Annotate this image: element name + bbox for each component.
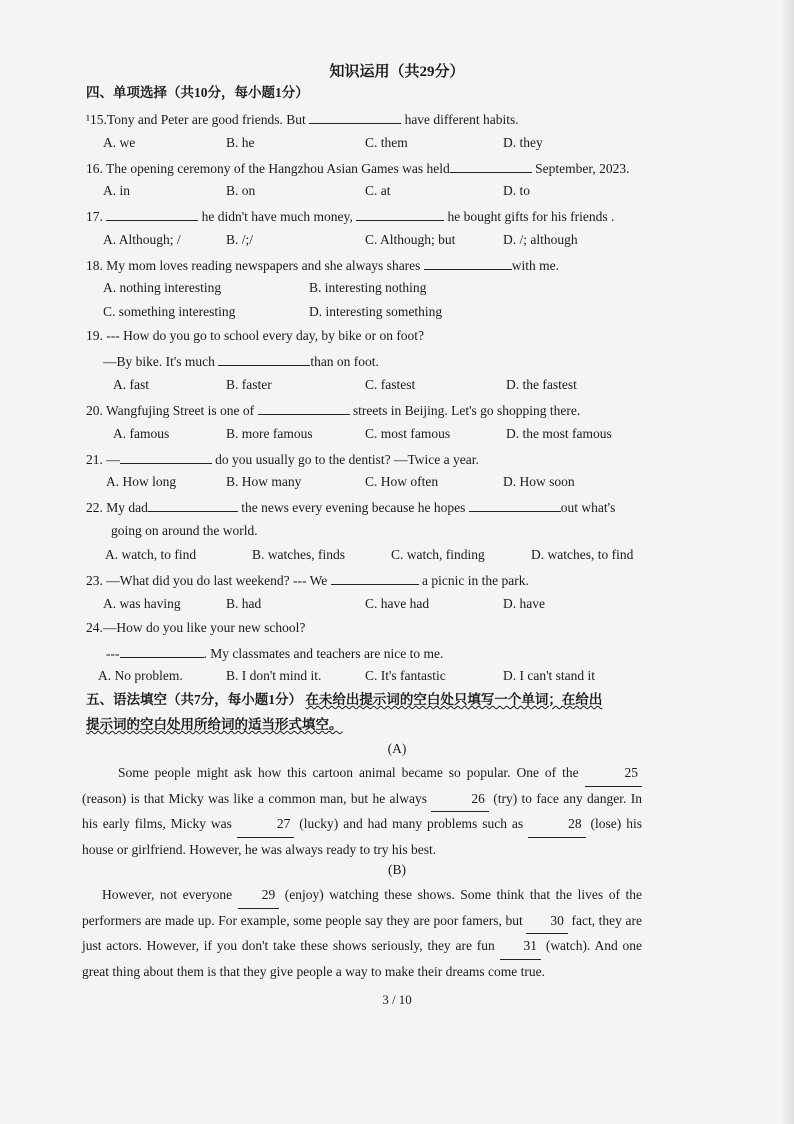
blank-30: 30	[526, 909, 568, 935]
blank-31: 31	[500, 934, 542, 960]
option-d: D. the fastest	[506, 377, 577, 392]
answer-blank	[356, 206, 444, 221]
option-c: C. watch, finding	[391, 547, 485, 562]
answer-blank	[331, 570, 419, 585]
option-a: A. fast	[113, 377, 149, 392]
answer-blank	[120, 643, 204, 658]
passage-a: Some people might ask how this cartoon animal became so popular. One of the 25 (reason) is that Micky was like a common man, but he always 26 (try) to face any danger. In his early films, Micky was 27 (lucky) and had many problems such as 28 (lose) his house or girlfriend. However, he was always ready to try his best.	[82, 761, 642, 862]
option-a: A. No problem.	[98, 668, 183, 683]
answer-blank	[469, 497, 561, 512]
question-16: 16. The opening ceremony of the Hangzhou Asian Games was held September, 2023.	[86, 158, 630, 178]
option-c: C. at	[365, 183, 391, 198]
option-b: B. more famous	[226, 426, 313, 441]
option-d: D. watches, to find	[531, 547, 634, 562]
option-a: A. How long	[106, 474, 177, 489]
part-b-label: (B)	[388, 862, 406, 877]
option-a: A. was having	[103, 596, 181, 611]
question-20: 20. Wangfujing Street is one of streets in Beijing. Let's go shopping there.	[86, 400, 580, 420]
option-d: D. interesting something	[309, 304, 443, 319]
page-number: 3 / 10	[382, 992, 412, 1007]
scan-edge-shadow	[780, 0, 794, 1124]
question-19: 19. --- How do you go to school every day, by bike or on foot?	[86, 328, 425, 343]
question-15: ¹15.Tony and Peter are good friends. But have different habits.	[86, 109, 519, 129]
part-a-label: (A)	[387, 741, 407, 756]
option-a: A. watch, to find	[105, 547, 197, 562]
question-22-cont: going on around the world.	[111, 523, 258, 538]
blank-26: 26	[431, 787, 489, 813]
page-title: 知识运用（共29分）	[329, 64, 465, 80]
blank-25: 25	[585, 761, 643, 787]
option-d: D. have	[503, 596, 545, 611]
option-a: A. Although; /	[103, 232, 181, 247]
option-c: C. fastest	[365, 377, 416, 392]
answer-blank	[148, 497, 238, 512]
option-d: D. /; although	[503, 232, 578, 247]
option-c: C. them	[365, 135, 408, 150]
answer-blank	[450, 158, 532, 173]
option-c: C. It's fantastic	[365, 668, 446, 683]
section5-instruction-cont: 提示词的空白处用所给词的适当形式填空。	[86, 717, 343, 732]
question-17: 17. he didn't have much money, he bought gifts for his friends .	[86, 206, 614, 226]
question-23: 23. —What did you do last weekend? --- We a picnic in the park.	[86, 570, 529, 590]
question-18: 18. My mom loves reading newspapers and she always shares with me.	[86, 255, 559, 275]
option-b: B. had	[226, 596, 262, 611]
option-b: B. interesting nothing	[309, 280, 427, 295]
option-b: B. I don't mind it.	[226, 668, 322, 683]
option-c: C. Although; but	[365, 232, 456, 247]
blank-28: 28	[528, 812, 586, 838]
answer-blank	[424, 255, 512, 270]
answer-blank	[309, 109, 401, 124]
section5-heading: 五、语法填空（共7分，每小题1分）	[86, 692, 302, 707]
passage-b: However, not everyone 29 (enjoy) watching these shows. Some think that the lives of the performers are made up. For example, some people say they are poor famers, but 30 fact, they are just actors. However, if you don't take these shows seriously, they are fun 31 (watch). And one great thing about them is that they give people a way to make their dreams come true.	[82, 883, 642, 984]
option-d: D. I can't stand it	[503, 668, 596, 683]
option-a: A. nothing interesting	[103, 280, 222, 295]
option-c: C. most famous	[365, 426, 451, 441]
blank-27: 27	[237, 812, 295, 838]
blank-29: 29	[238, 883, 280, 909]
option-d: D. they	[503, 135, 543, 150]
option-d: D. to	[503, 183, 530, 198]
question-24-reply: --- . My classmates and teachers are nice to me.	[106, 643, 443, 663]
option-b: B. watches, finds	[252, 547, 345, 562]
question-21: 21. — do you usually go to the dentist? —Twice a year.	[86, 449, 479, 469]
option-c: C. have had	[365, 596, 430, 611]
option-b: B. How many	[226, 474, 302, 489]
option-a: A. in	[103, 183, 130, 198]
answer-blank	[258, 400, 350, 415]
section5-instruction: 在未给出提示词的空白处只填写一个单词；在给出	[305, 692, 603, 707]
option-b: B. he	[226, 135, 255, 150]
option-c: C. something interesting	[103, 304, 236, 319]
option-d: D. the most famous	[506, 426, 612, 441]
answer-blank	[106, 206, 198, 221]
section4-heading: 四、单项选择（共10分，每小题1分）	[86, 85, 309, 100]
option-a: A. famous	[113, 426, 170, 441]
section5-heading-line	[86, 691, 602, 709]
question-24: 24.—How do you like your new school?	[86, 620, 306, 635]
option-b: B. /;/	[226, 232, 254, 247]
question-19-reply: —By bike. It's much than on foot.	[103, 351, 379, 371]
option-d: D. How soon	[503, 474, 575, 489]
question-22: 22. My dad the news every evening because he hopes out what's	[86, 497, 615, 517]
option-c: C. How often	[365, 474, 439, 489]
option-b: B. faster	[226, 377, 272, 392]
option-b: B. on	[226, 183, 256, 198]
answer-blank	[218, 351, 310, 366]
option-a: A. we	[103, 135, 136, 150]
answer-blank	[120, 449, 212, 464]
